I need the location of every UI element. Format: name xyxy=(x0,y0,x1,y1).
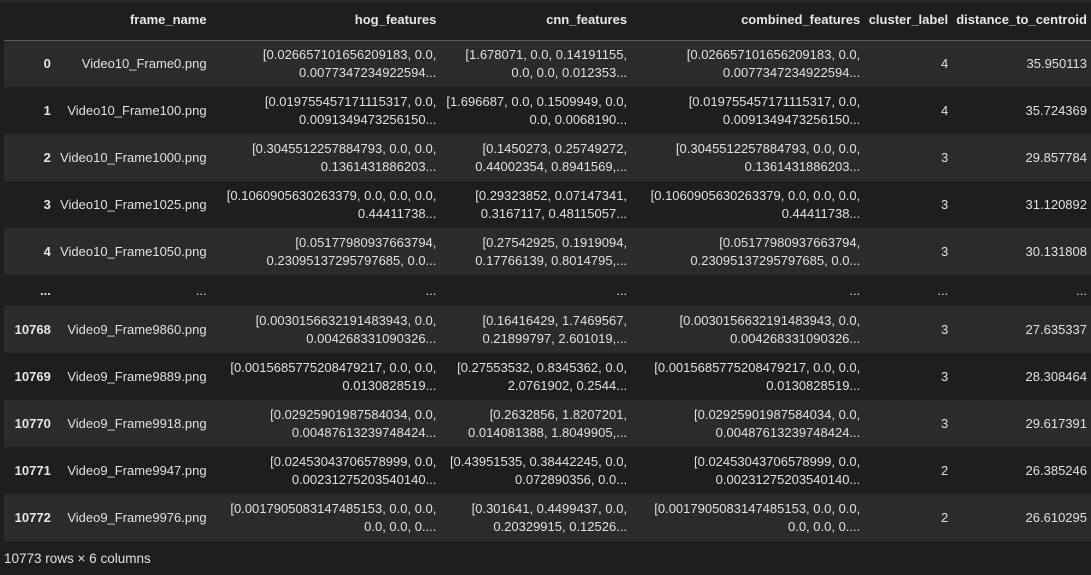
cell-line: [0.02453043706578999, 0.0, xyxy=(693,453,861,469)
cell-combined-features xyxy=(631,40,864,87)
cell-frame-name: Video10_Frame1000.png xyxy=(60,150,207,165)
ellipsis-cell: ... xyxy=(425,283,437,298)
cell-cluster-label: 4 xyxy=(940,103,949,118)
cell-cnn-features xyxy=(440,400,631,447)
row-index: 2 xyxy=(43,150,51,165)
cell-line: 0.00231275203540140... xyxy=(715,471,861,487)
cell-cluster-label: 3 xyxy=(940,369,949,384)
header-hog-features: hog_features xyxy=(211,0,441,40)
cell-combined-features xyxy=(631,400,864,447)
cell-distance-to-centroid: 29.857784 xyxy=(1025,150,1087,165)
cell-line: 0.3167117, 0.48115057... xyxy=(480,205,628,221)
cell-line: 0.0091349473256150... xyxy=(299,111,437,127)
cell-hog-features xyxy=(211,447,441,494)
cell-combined-features xyxy=(631,494,864,541)
cell-line: 0.004268331090326... xyxy=(730,330,861,346)
cell-line: [0.05177980937663794, xyxy=(295,234,437,250)
row-index: 4 xyxy=(43,244,51,259)
row-index: 10769 xyxy=(14,369,51,384)
cell-line: 2.0761902, 0.2544... xyxy=(507,377,628,393)
cell-distance-to-centroid: 30.131808 xyxy=(1025,244,1087,259)
cell-line: 0.0130828519... xyxy=(342,377,437,393)
row-index: 10771 xyxy=(14,463,51,478)
cell-frame-name: Video10_Frame1025.png xyxy=(60,197,207,212)
ellipsis-cell: ... xyxy=(937,283,949,298)
cell-hog-features xyxy=(211,87,441,134)
cell-line: 0.1361431886203... xyxy=(744,158,861,174)
cell-line: 0.0091349473256150... xyxy=(722,111,861,127)
cell-line: [0.3045512257884793, 0.0, 0.0, xyxy=(252,140,437,156)
cell-line: 0.44411738... xyxy=(357,205,437,221)
cell-cnn-features xyxy=(440,353,631,400)
cell-combined-features xyxy=(631,353,864,400)
table-row xyxy=(4,181,1091,228)
cell-hog-features xyxy=(211,181,441,228)
cell-combined-features xyxy=(631,181,864,228)
cell-hog-features xyxy=(211,353,441,400)
cell-line: 0.21899797, 2.601019,... xyxy=(482,330,628,346)
cell-line: 0.00487613239748424... xyxy=(715,424,861,440)
cell-cnn-features xyxy=(440,306,631,353)
cell-line: 0.0, 0.0, 0.012353... xyxy=(511,64,628,80)
cell-line: 0.00231275203540140... xyxy=(291,471,437,487)
cell-line: 0.0077347234922594... xyxy=(722,64,861,80)
table-row xyxy=(4,228,1091,275)
cell-line: 0.004268331090326... xyxy=(306,330,437,346)
cell-line: 0.0130828519... xyxy=(766,377,861,393)
cell-hog-features xyxy=(211,228,441,275)
cell-frame-name: Video10_Frame0.png xyxy=(81,56,207,72)
cell-cnn-features xyxy=(440,447,631,494)
cell-frame-name: Video9_Frame9918.png xyxy=(67,416,207,431)
cell-frame-name: Video9_Frame9947.png xyxy=(67,463,207,478)
cell-distance-to-centroid: 26.385246 xyxy=(1025,463,1087,478)
row-index: 10772 xyxy=(14,510,51,525)
cell-cluster-label: 3 xyxy=(940,416,949,431)
cell-cluster-label: 3 xyxy=(940,150,949,165)
cell-frame-name: Video9_Frame9976.png xyxy=(67,510,207,525)
cell-combined-features xyxy=(631,447,864,494)
table-row xyxy=(4,353,1091,400)
cell-line: [0.3045512257884793, 0.0, 0.0, xyxy=(675,140,861,156)
cell-combined-features xyxy=(631,87,864,134)
cell-line: [0.1060905630263379, 0.0, 0.0, 0.0, xyxy=(650,187,861,203)
cell-line: [0.0017905083147485153, 0.0, 0.0, xyxy=(230,500,437,516)
cell-frame-name: Video9_Frame9889.png xyxy=(67,369,207,384)
cell-hog-features xyxy=(211,40,441,87)
ellipsis-cell: ... xyxy=(1076,283,1087,298)
cell-line: [0.0015685775208479217, 0.0, 0.0, xyxy=(230,359,437,375)
cell-line: [1.678071, 0.0, 0.14191155, xyxy=(465,46,628,62)
cell-cluster-label: 3 xyxy=(940,197,949,212)
cell-line: 0.23095137295797685, 0.0... xyxy=(690,252,861,268)
cell-cnn-features xyxy=(440,40,631,87)
cell-cluster-label: 2 xyxy=(940,463,949,478)
dataframe-table xyxy=(4,0,1091,541)
header-index xyxy=(4,0,55,40)
cell-line: [0.27542925, 0.1919094, xyxy=(482,234,628,250)
header-cnn-features: cnn_features xyxy=(440,0,631,40)
cell-frame-name: Video10_Frame100.png xyxy=(67,103,207,118)
cell-cluster-label: 3 xyxy=(940,322,949,337)
table-row xyxy=(4,447,1091,494)
cell-distance-to-centroid: 31.120892 xyxy=(1025,197,1087,212)
table-row xyxy=(4,40,1091,87)
cell-cnn-features xyxy=(440,228,631,275)
table-row xyxy=(4,306,1091,353)
cell-line: [0.02453043706578999, 0.0, xyxy=(270,453,437,469)
cell-hog-features xyxy=(211,400,441,447)
ellipsis-index: ... xyxy=(39,283,51,298)
cell-line: 0.20329915, 0.12526... xyxy=(493,518,628,534)
header-cluster-label: cluster_label xyxy=(864,0,952,40)
cell-line: [0.0030156632191483943, 0.0, xyxy=(255,312,437,328)
cell-line: [0.16416429, 1.7469567, xyxy=(482,312,628,328)
table-row xyxy=(4,134,1091,181)
cell-frame-name: Video10_Frame1050.png xyxy=(60,244,207,259)
cell-line: [0.1060905630263379, 0.0, 0.0, 0.0, xyxy=(226,187,437,203)
header-distance-to-centroid: distance_to_centroid xyxy=(952,0,1091,40)
cell-line: 0.23095137295797685, 0.0... xyxy=(266,252,437,268)
cell-line: 0.44411738... xyxy=(781,205,861,221)
cell-line: 0.00487613239748424... xyxy=(291,424,437,440)
row-index: 10768 xyxy=(14,322,51,337)
cell-cluster-label: 3 xyxy=(940,244,949,259)
cell-line: 0.44002354, 0.8941569,... xyxy=(475,158,628,174)
cell-line: [0.2632856, 1.8207201, xyxy=(489,406,628,422)
header-frame-name: frame_name xyxy=(55,0,211,40)
ellipsis-row xyxy=(4,275,1091,306)
cell-distance-to-centroid: 28.308464 xyxy=(1025,369,1087,384)
table-row xyxy=(4,494,1091,541)
cell-line: [0.0015685775208479217, 0.0, 0.0, xyxy=(654,359,861,375)
cell-cluster-label: 2 xyxy=(940,510,949,525)
cell-line: [0.0017905083147485153, 0.0, 0.0, xyxy=(654,500,861,516)
header-row xyxy=(4,0,1091,40)
cell-line: [0.0030156632191483943, 0.0, xyxy=(679,312,861,328)
row-index: 3 xyxy=(43,197,51,212)
table-row xyxy=(4,400,1091,447)
cell-line: 0.072890356, 0.0... xyxy=(515,471,628,487)
cell-combined-features xyxy=(631,228,864,275)
row-index: 0 xyxy=(43,56,51,72)
header-combined-features: combined_features xyxy=(631,0,864,40)
cell-cnn-features xyxy=(440,181,631,228)
cell-line: 0.0, 0.0, 0.... xyxy=(787,518,861,534)
cell-line: [0.019755457171115317, 0.0, xyxy=(688,93,861,109)
row-index: 1 xyxy=(43,103,51,118)
table-header xyxy=(4,0,1091,40)
cell-line: [0.026657101656209183, 0.0, xyxy=(262,46,437,62)
ellipsis-cell: ... xyxy=(616,283,628,298)
cell-line: 0.17766139, 0.8014795,... xyxy=(475,252,628,268)
cell-line: 0.014081388, 1.8049905,... xyxy=(468,424,628,440)
cell-line: [0.026657101656209183, 0.0, xyxy=(686,46,861,62)
cell-cnn-features xyxy=(440,87,631,134)
cell-line: 0.1361431886203... xyxy=(320,158,437,174)
cell-line: [0.301641, 0.4499437, 0.0, xyxy=(471,500,628,516)
ellipsis-cell: ... xyxy=(195,283,207,298)
cell-distance-to-centroid: 26.610295 xyxy=(1025,510,1087,525)
cell-distance-to-centroid: 29.617391 xyxy=(1025,416,1087,431)
cell-distance-to-centroid: 27.635337 xyxy=(1025,322,1087,337)
cell-line: 0.0077347234922594... xyxy=(299,64,437,80)
cell-hog-features xyxy=(211,134,441,181)
cell-cluster-label: 4 xyxy=(940,56,949,72)
cell-line: [0.019755457171115317, 0.0, xyxy=(264,93,437,109)
cell-line: [0.02925901987584034, 0.0, xyxy=(270,406,437,422)
table-body xyxy=(4,40,1091,541)
cell-line: 0.0, 0.0068190... xyxy=(529,111,628,127)
cell-line: [0.1450273, 0.25749272, xyxy=(482,140,628,156)
cell-line: [0.27553532, 0.8345362, 0.0, xyxy=(457,359,628,375)
cell-line: [0.43951535, 0.38442245, 0.0, xyxy=(449,453,628,469)
cell-line: [0.05177980937663794, xyxy=(719,234,861,250)
row-index: 10770 xyxy=(14,416,51,431)
cell-distance-to-centroid: 35.724369 xyxy=(1025,103,1087,118)
ellipsis-cell: ... xyxy=(849,283,861,298)
dataframe-shape-summary: 10773 rows × 6 columns xyxy=(4,551,151,566)
cell-line: [1.696687, 0.0, 0.1509949, 0.0, xyxy=(446,93,628,109)
table-row xyxy=(4,87,1091,134)
cell-cnn-features xyxy=(440,134,631,181)
cell-combined-features xyxy=(631,134,864,181)
cell-cnn-features xyxy=(440,494,631,541)
cell-line: [0.29323852, 0.07147341, xyxy=(475,187,628,203)
cell-line: [0.02925901987584034, 0.0, xyxy=(693,406,861,422)
cell-frame-name: Video9_Frame9860.png xyxy=(67,322,207,337)
cell-distance-to-centroid: 35.950113 xyxy=(1026,56,1087,72)
cell-combined-features xyxy=(631,306,864,353)
cell-hog-features xyxy=(211,494,441,541)
cell-hog-features xyxy=(211,306,441,353)
cell-line: 0.0, 0.0, 0.... xyxy=(364,518,437,534)
